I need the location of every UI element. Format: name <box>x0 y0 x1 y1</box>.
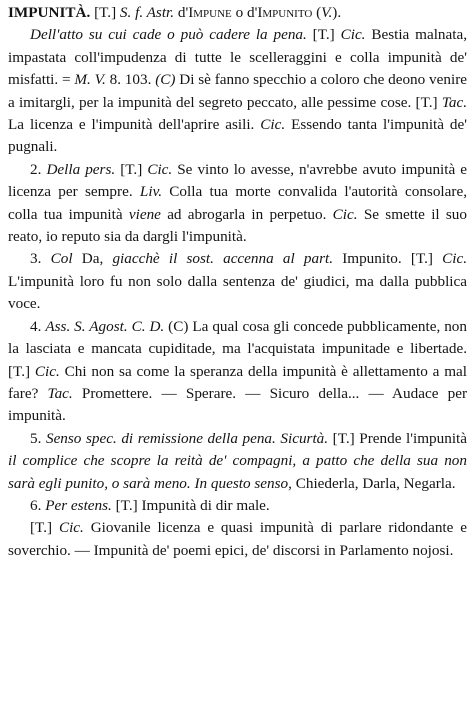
sense-5: 5. Senso spec. di remissione della pena. Sicurtà. [T.] Prende l'impunità il complice che scopre la reità de' compagni, a patto che della sua non sarà egli punito, o sarà meno. In questo senso, Chiederla, Darla, Negarla. <box>8 429 467 492</box>
sense-3: 3. Col Da, giacchè il sost. accenna al part. Impunito. [T.] Cic. L'impunità loro fu non solo dalla sentenza de' giudici, ma dalla pubblica voce. <box>8 250 468 313</box>
sense-1: Dell'atto su cui cade o può cadere la pena. [T.] Cic. Bestia malnata, impastata coll'impudenza di tutte le scelleraggini e colla impunità de' misfatti. = M. V. 8. 103. (C) Di sè fanno specchio a coloro che deono venire a imitargli, per la impunità del segreto peccato, alle pessime cose. [T.] Tac. La licenza e l'impunità dell'aprire asili. Cic. Essendo tanta l'impunità de' pugnali. <box>8 26 468 156</box>
sense-4: 4. Ass. S. Agost. C. D. (C) La qual cosa gli concede pubblicamente, non la lasciata e mancata cupiditade, ma l'acquistata impunitade e libertade. [T.] Cic. Chi non sa come la speranza della impunità è allettamento a mal fare? Tac. Promettere. — Sperare. — Sicuro della... — Audace per impunità. <box>8 317 468 425</box>
entry-header: IMPUNITÀ. [T.] S. f. Astr. d'Impune o d'Impunito (V.). <box>8 4 342 21</box>
sense-2: 2. Della pers. [T.] Cic. Se vinto lo avesse, n'avrebbe avuto impunità e licenza per sempre. Liv. Colla tua morte convalida l'autorità consolare, colla tua impunità viene ad abrogarla in perpetuo. Cic. Se smette il suo reato, io reputo sia da dargli l'impunità. <box>8 160 468 246</box>
sense-6-example: [T.] Cic. Giovanile licenza e quasi impunità di parlare ridondante e soverchio. — Impunità de' poemi epici, de' discorsi in Parlamento nojosi. <box>8 519 467 559</box>
sense-6: 6. Per estens. [T.] Impunità di dir male. <box>30 496 270 514</box>
dictionary-entry <box>8 2 467 562</box>
headword: IMPUNITÀ. <box>8 4 91 21</box>
